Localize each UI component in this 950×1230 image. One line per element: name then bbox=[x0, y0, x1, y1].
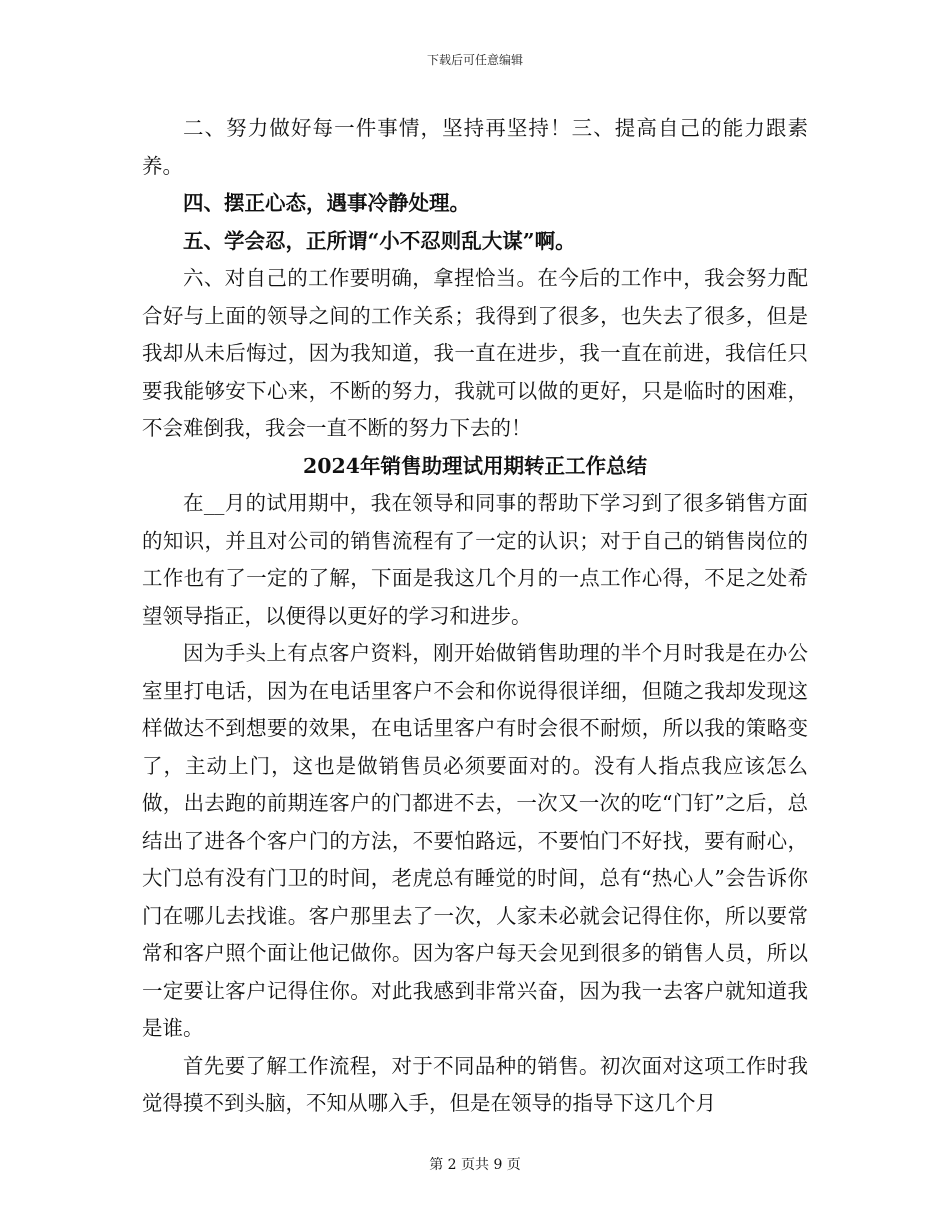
paragraph-intro: 在__月的试用期中，我在领导和同事的帮助下学习到了很多销售方面的知识，并且对公司的销售流程有了一定的认识；对于自己的销售岗位的工作也有了一定的了解，下面是我这几个月的一点工作心得，不足之处希望领导指正，以便得以更好的学习和进步。 bbox=[142, 491, 808, 628]
page-footer: 第 2 页共 9 页 bbox=[429, 1157, 521, 1173]
paragraph-workflow: 首先要了解工作流程，对于不同品种的销售。初次面对这项工作时我觉得摸不到头脑，不知从哪入手，但是在领导的指导下这几个月 bbox=[142, 1053, 808, 1115]
paragraph-item-5: 五、学会忍，正所谓“小不忍则乱大谋”啊。 bbox=[183, 228, 576, 253]
section-title: 2024年销售助理试用期转正工作总结 bbox=[302, 453, 648, 478]
paragraph-item-2-3: 二、努力做好每一件事情，坚持再坚持！三、提高自己的能力跟素养。 bbox=[142, 116, 808, 178]
document-body bbox=[142, 110, 808, 1123]
paragraph-item-4: 四、摆正心态，遇事冷静处理。 bbox=[183, 191, 470, 215]
paragraph-item-6: 六、对自己的工作要明确，拿捏恰当。在今后的工作中，我会努力配合好与上面的领导之间的工作关系；我得到了很多，也失去了很多，但是我却从未后悔过，因为我知道，我一直在进步，我一直在前进，我信任只要我能够安下心来，不断的努力，我就可以做的更好，只是临时的困难，不会难倒我，我会一直不断的努力下去的！ bbox=[142, 266, 808, 440]
page-header: 下载后可任意编辑 bbox=[426, 53, 523, 67]
paragraph-customer-visits: 因为手头上有点客户资料，刚开始做销售助理的半个月时我是在办公室里打电话，因为在电话里客户不会和你说得很详细，但随之我却发现这样做达不到想要的效果，在电话里客户有时会很不耐烦，所以我的策略变了，主动上门，这也是做销售员必须要面对的。没有人指点我应该怎么做，出去跑的前期连客户的门都进不去，一次又一次的吃“门钉”之后，总结出了进各个客户门的方法，不要怕路远，不要怕门不好找，要有耐心，大门总有没有门卫的时间，老虎总有睡觉的时间，总有“热心人”会告诉你门在哪儿去找谁。客户那里去了一次，人家未必就会记得住你，所以要常常和客户照个面让他记做你。因为客户每天会见到很多的销售人员，所以一定要让客户记得住你。对此我感到非常兴奋，因为我一去客户就知道我是谁。 bbox=[142, 641, 808, 1040]
